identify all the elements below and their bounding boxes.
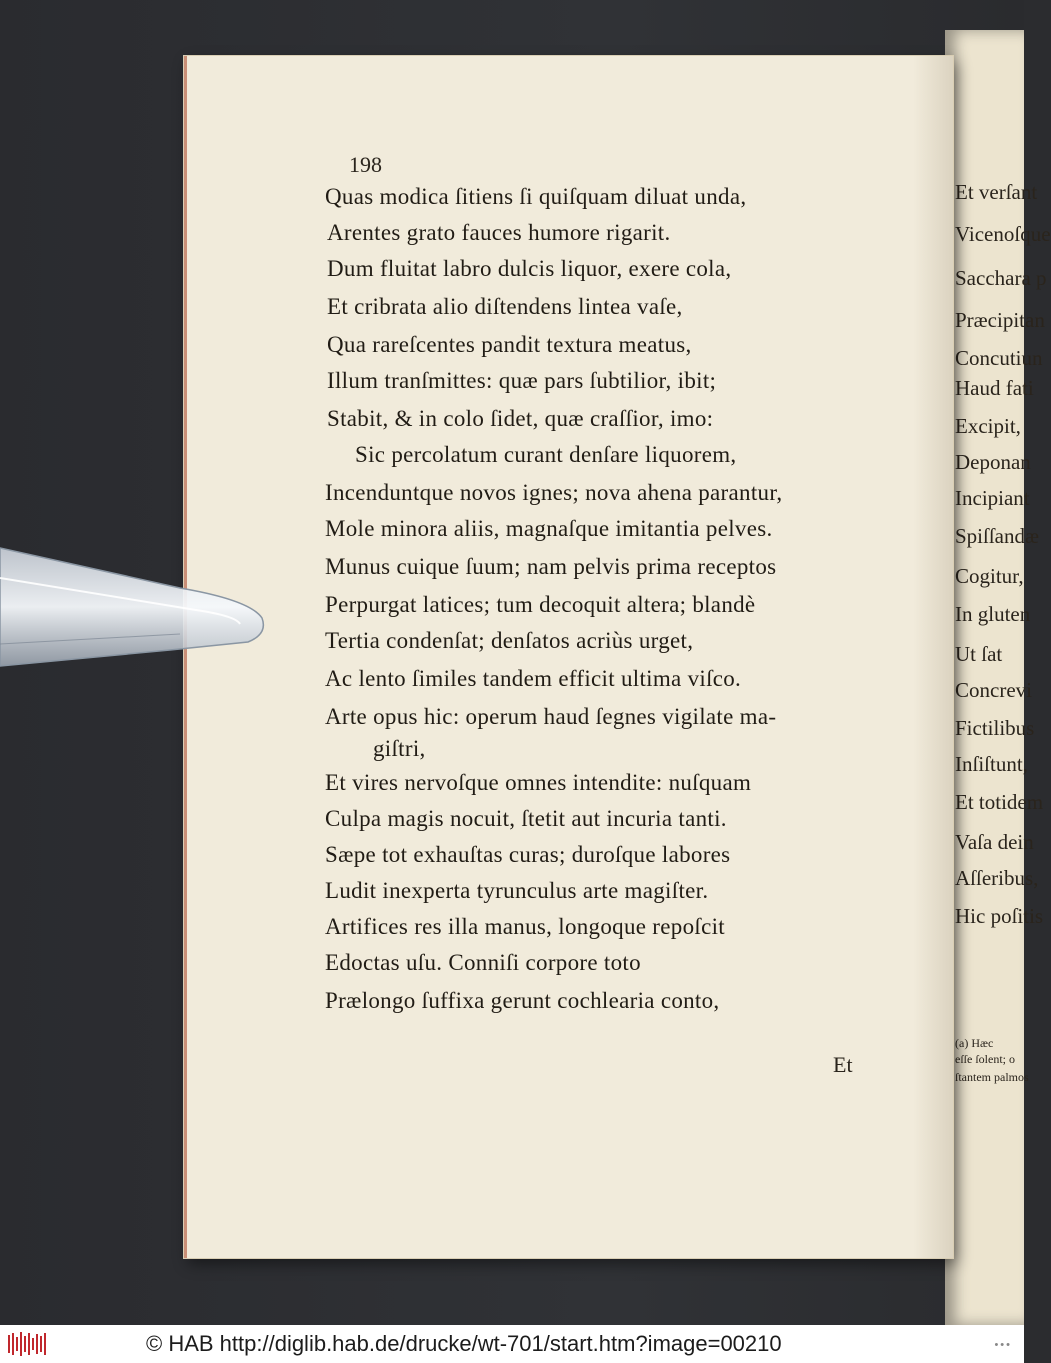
book-page — [184, 56, 953, 1258]
verse-line: Arentes grato fauces humore rigarit. — [327, 220, 671, 245]
facing-page-line: Præcipitan — [955, 308, 1045, 332]
facing-page-line: Spiſſandæ — [955, 524, 1040, 548]
catchword: Et — [833, 1052, 853, 1077]
facing-page-line: Incipiant — [955, 486, 1030, 510]
facing-page-line: Et verſant — [955, 180, 1038, 204]
facing-page-line: Concrevi — [955, 678, 1032, 702]
verse-line: Illum tranſmittes: quæ pars ſubtilior, ibit; — [327, 368, 717, 393]
copyright-url: © HAB http://diglib.hab.de/drucke/wt-701/start.htm?image=00210 — [146, 1331, 782, 1356]
facing-page-line: Aſſeribus, — [955, 866, 1039, 890]
facing-page-line: Deponan — [955, 450, 1031, 474]
facing-page-line: Vaſa dein — [955, 830, 1034, 854]
facing-page-line: Ut ſat — [955, 642, 1003, 666]
page-clip-icon — [0, 548, 274, 666]
facing-page — [945, 30, 1051, 1325]
verse-line: giſtri, — [373, 736, 426, 761]
verse-line: Perpurgat latices; tum decoquit altera; blandè — [325, 592, 756, 617]
facing-page-line: Et totidem — [955, 790, 1044, 814]
verse-line: Qua rareſcentes pandit textura meatus, — [327, 332, 692, 357]
footer-bar — [0, 1325, 1024, 1363]
facing-page-line: Hic poſitis — [955, 904, 1044, 928]
verse-line: Ludit inexperta tyrunculus arte magiſter. — [325, 878, 709, 903]
facing-page-footnote: ſtantem palmos — [955, 1070, 1029, 1084]
facing-page-footnote: eſſe ſolent; o — [955, 1052, 1015, 1066]
facing-page-footnote: (a) Hæc — [955, 1036, 994, 1050]
verse-line: Tertia condenſat; denſatos acriùs urget, — [325, 628, 694, 653]
facing-page-line: Fictilibus — [955, 716, 1035, 740]
verse-line: Arte opus hic: operum haud ſegnes vigilate ma- — [325, 704, 777, 729]
verse-line: Incenduntque novos ignes; nova ahena parantur, — [325, 480, 783, 505]
page-number: 198 — [349, 152, 382, 177]
facing-page-line: Haud fati — [955, 376, 1034, 400]
facing-page-line: Excipit, — [955, 414, 1021, 438]
facing-page-line: Vicenoſque — [955, 222, 1051, 246]
verse-line: Stabit, & in colo ſidet, quæ craſſior, imo: — [327, 406, 714, 431]
verse-line: Dum fluitat labro dulcis liquor, exere cola, — [327, 256, 732, 281]
verse-line: Sæpe tot exhauſtas curas; duroſque labores — [325, 842, 731, 867]
footer-dots: ••• — [994, 1339, 1012, 1351]
facing-page-line: In gluten — [955, 602, 1031, 626]
verse-line: Munus cuique ſuum; nam pelvis prima receptos — [325, 554, 777, 579]
verse-line: Culpa magis nocuit, ſtetit aut incuria tanti. — [325, 806, 727, 831]
verse-line: Et cribrata alio diſtendens lintea vaſe, — [327, 294, 683, 319]
hab-logo-icon — [8, 1331, 46, 1357]
facing-page-line: Inſiſtunt, — [955, 752, 1028, 776]
verse-line: Edoctas uſu. Conniſi corpore toto — [325, 950, 641, 975]
verse-line: Sic percolatum curant denſare liquorem, — [355, 442, 737, 467]
verse-line: Prælongo ſuffixa gerunt cochlearia conto, — [325, 988, 720, 1013]
verse-line: Ac lento ſimiles tandem efficit ultima viſco. — [325, 666, 742, 691]
facing-page-line: Sacchara p — [955, 266, 1047, 290]
verse-line: Artifices res illa manus, longoque repoſcit — [325, 914, 725, 939]
verse-line: Et vires nervoſque omnes intendite: nuſquam — [325, 770, 752, 795]
verse-line: Quas modica ſitiens ſi quiſquam diluat unda, — [325, 184, 747, 209]
verse-line: Mole minora aliis, magnaſque imitantia pelves. — [325, 516, 773, 541]
facing-page-line: Cogitur, — [955, 564, 1024, 588]
facing-page-line: Concutiun — [955, 346, 1043, 370]
